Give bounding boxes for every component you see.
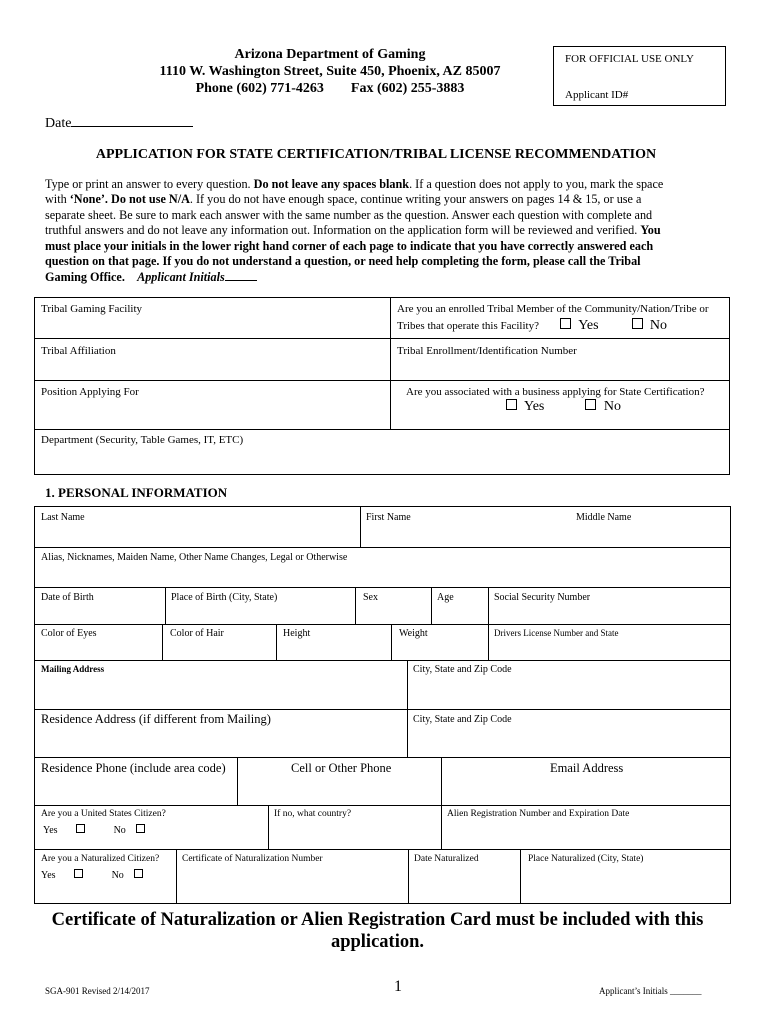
- enrolled-question-2: Tribes that operate this Facility? Yes No: [397, 318, 667, 333]
- facility-label: Tribal Gaming Facility: [41, 303, 143, 315]
- official-use-box: [553, 46, 726, 106]
- applicant-id-label: Applicant ID#: [565, 89, 629, 101]
- date-naturalized-label: Date Naturalized: [414, 854, 479, 864]
- agency-address: 1110 W. Washington Street, Suite 450, Phoenix, AZ 85007: [159, 64, 501, 79]
- business-answer: Yes No: [502, 399, 621, 414]
- mailing-address-label: Mailing Address: [41, 664, 105, 674]
- footer-initials: Applicant’s Initials _______: [599, 986, 702, 996]
- cell-phone-label: Cell or Other Phone: [291, 761, 392, 775]
- license-label: Drivers License Number and State: [494, 628, 619, 638]
- position-label: Position Applying For: [41, 386, 139, 398]
- instructions: Type or print an answer to every question. Do not leave any spaces blank. If a question does not apply to you, mark the space with ‘None’. Do not use N/A. If you do not have enough space, continue writing your answers on pages 14 & 15, or use a separate sheet. Be sure to mark each answer with the same number as the question. Answer each question with complete and truthful answers and do not leave any information out. Information on the application form will be reviewed and verified. You must place your initials in the lower right hand corner of each page to indicate that you have correctly answered each question on that page. If you do not understand a question, or need help completing the form, please call the Tribal Gaming Office. Applicant Initials: [45, 177, 664, 285]
- naturalized-options: Yes No: [41, 869, 147, 882]
- business-no-checkbox[interactable]: [585, 399, 596, 410]
- email-label: Email Address: [550, 761, 624, 775]
- us-citizen-options: Yes No: [43, 824, 149, 837]
- ssn-label: Social Security Number: [494, 592, 591, 603]
- page-number: 1: [394, 978, 402, 995]
- dob-label: Date of Birth: [41, 592, 94, 603]
- weight-label: Weight: [399, 628, 428, 639]
- date-row: [45, 113, 193, 132]
- enrolled-no-checkbox[interactable]: [632, 318, 643, 329]
- naturalization-notice: Certificate of Naturalization or Alien Registration Card must be included with this application.: [51, 910, 704, 952]
- eye-color-label: Color of Eyes: [41, 628, 97, 639]
- section1-heading: 1. PERSONAL INFORMATION: [45, 485, 228, 500]
- first-name-label: First Name: [366, 512, 411, 523]
- residence-phone-label: Residence Phone (include area code): [41, 761, 226, 775]
- enrolled-question-1: Are you an enrolled Tribal Member of the Community/Nation/Tribe or: [397, 303, 709, 315]
- last-name-label: Last Name: [41, 512, 85, 523]
- enrollment-number-label: Tribal Enrollment/Identification Number: [397, 345, 577, 357]
- middle-name-label: Middle Name: [576, 512, 632, 523]
- pob-label: Place of Birth (City, State): [171, 592, 278, 603]
- sex-label: Sex: [363, 592, 378, 603]
- form-title: APPLICATION FOR STATE CERTIFICATION/TRIBAL LICENSE RECOMMENDATION: [95, 147, 657, 162]
- date-label: Date: [45, 116, 72, 131]
- agency-phone: Phone (602) 771-4263: [195, 81, 324, 96]
- naturalization-cert-label: Certificate of Naturalization Number: [182, 854, 323, 864]
- affiliation-label: Tribal Affiliation: [41, 345, 116, 357]
- department-label: Department (Security, Table Games, IT, ETC): [41, 434, 244, 446]
- applicant-initials-field[interactable]: [225, 269, 257, 281]
- residence-city-state-zip-label: City, State and Zip Code: [413, 714, 512, 725]
- alien-registration-label: Alien Registration Number and Expiration Date: [447, 809, 630, 819]
- official-use-title: FOR OFFICIAL USE ONLY: [565, 53, 694, 65]
- naturalized-question: Are you a Naturalized Citizen?: [41, 854, 160, 864]
- date-field[interactable]: [71, 113, 193, 127]
- agency-contacts: [150, 80, 510, 97]
- mailing-city-state-zip-label: City, State and Zip Code: [413, 664, 512, 675]
- applicant-initials-label: Applicant Initials: [137, 270, 225, 285]
- residence-address-label: Residence Address (if different from Mailing): [41, 712, 271, 726]
- us-citizen-no-checkbox[interactable]: [136, 824, 145, 833]
- place-naturalized-label: Place Naturalized (City, State): [528, 854, 644, 864]
- age-label: Age: [437, 592, 454, 603]
- agency-fax: Fax (602) 255-3883: [350, 81, 465, 96]
- personal-info-table: [34, 506, 731, 904]
- form-id: SGA-901 Revised 2/14/2017: [45, 986, 150, 996]
- enrolled-yes-checkbox[interactable]: [560, 318, 571, 329]
- us-citizen-yes-checkbox[interactable]: [76, 824, 85, 833]
- us-citizen-question: Are you a United States Citizen?: [41, 809, 166, 819]
- height-label: Height: [283, 628, 311, 639]
- business-yes-checkbox[interactable]: [506, 399, 517, 410]
- naturalized-no-checkbox[interactable]: [134, 869, 143, 878]
- hair-color-label: Color of Hair: [170, 628, 224, 639]
- business-question: Are you associated with a business applying for State Certification?: [406, 386, 705, 398]
- naturalized-yes-checkbox[interactable]: [74, 869, 83, 878]
- alias-label: Alias, Nicknames, Maiden Name, Other Name Changes, Legal or Otherwise: [41, 552, 348, 563]
- country-label: If no, what country?: [274, 809, 352, 819]
- tribal-info-table: [34, 297, 730, 475]
- agency-name: Arizona Department of Gaming: [234, 47, 426, 62]
